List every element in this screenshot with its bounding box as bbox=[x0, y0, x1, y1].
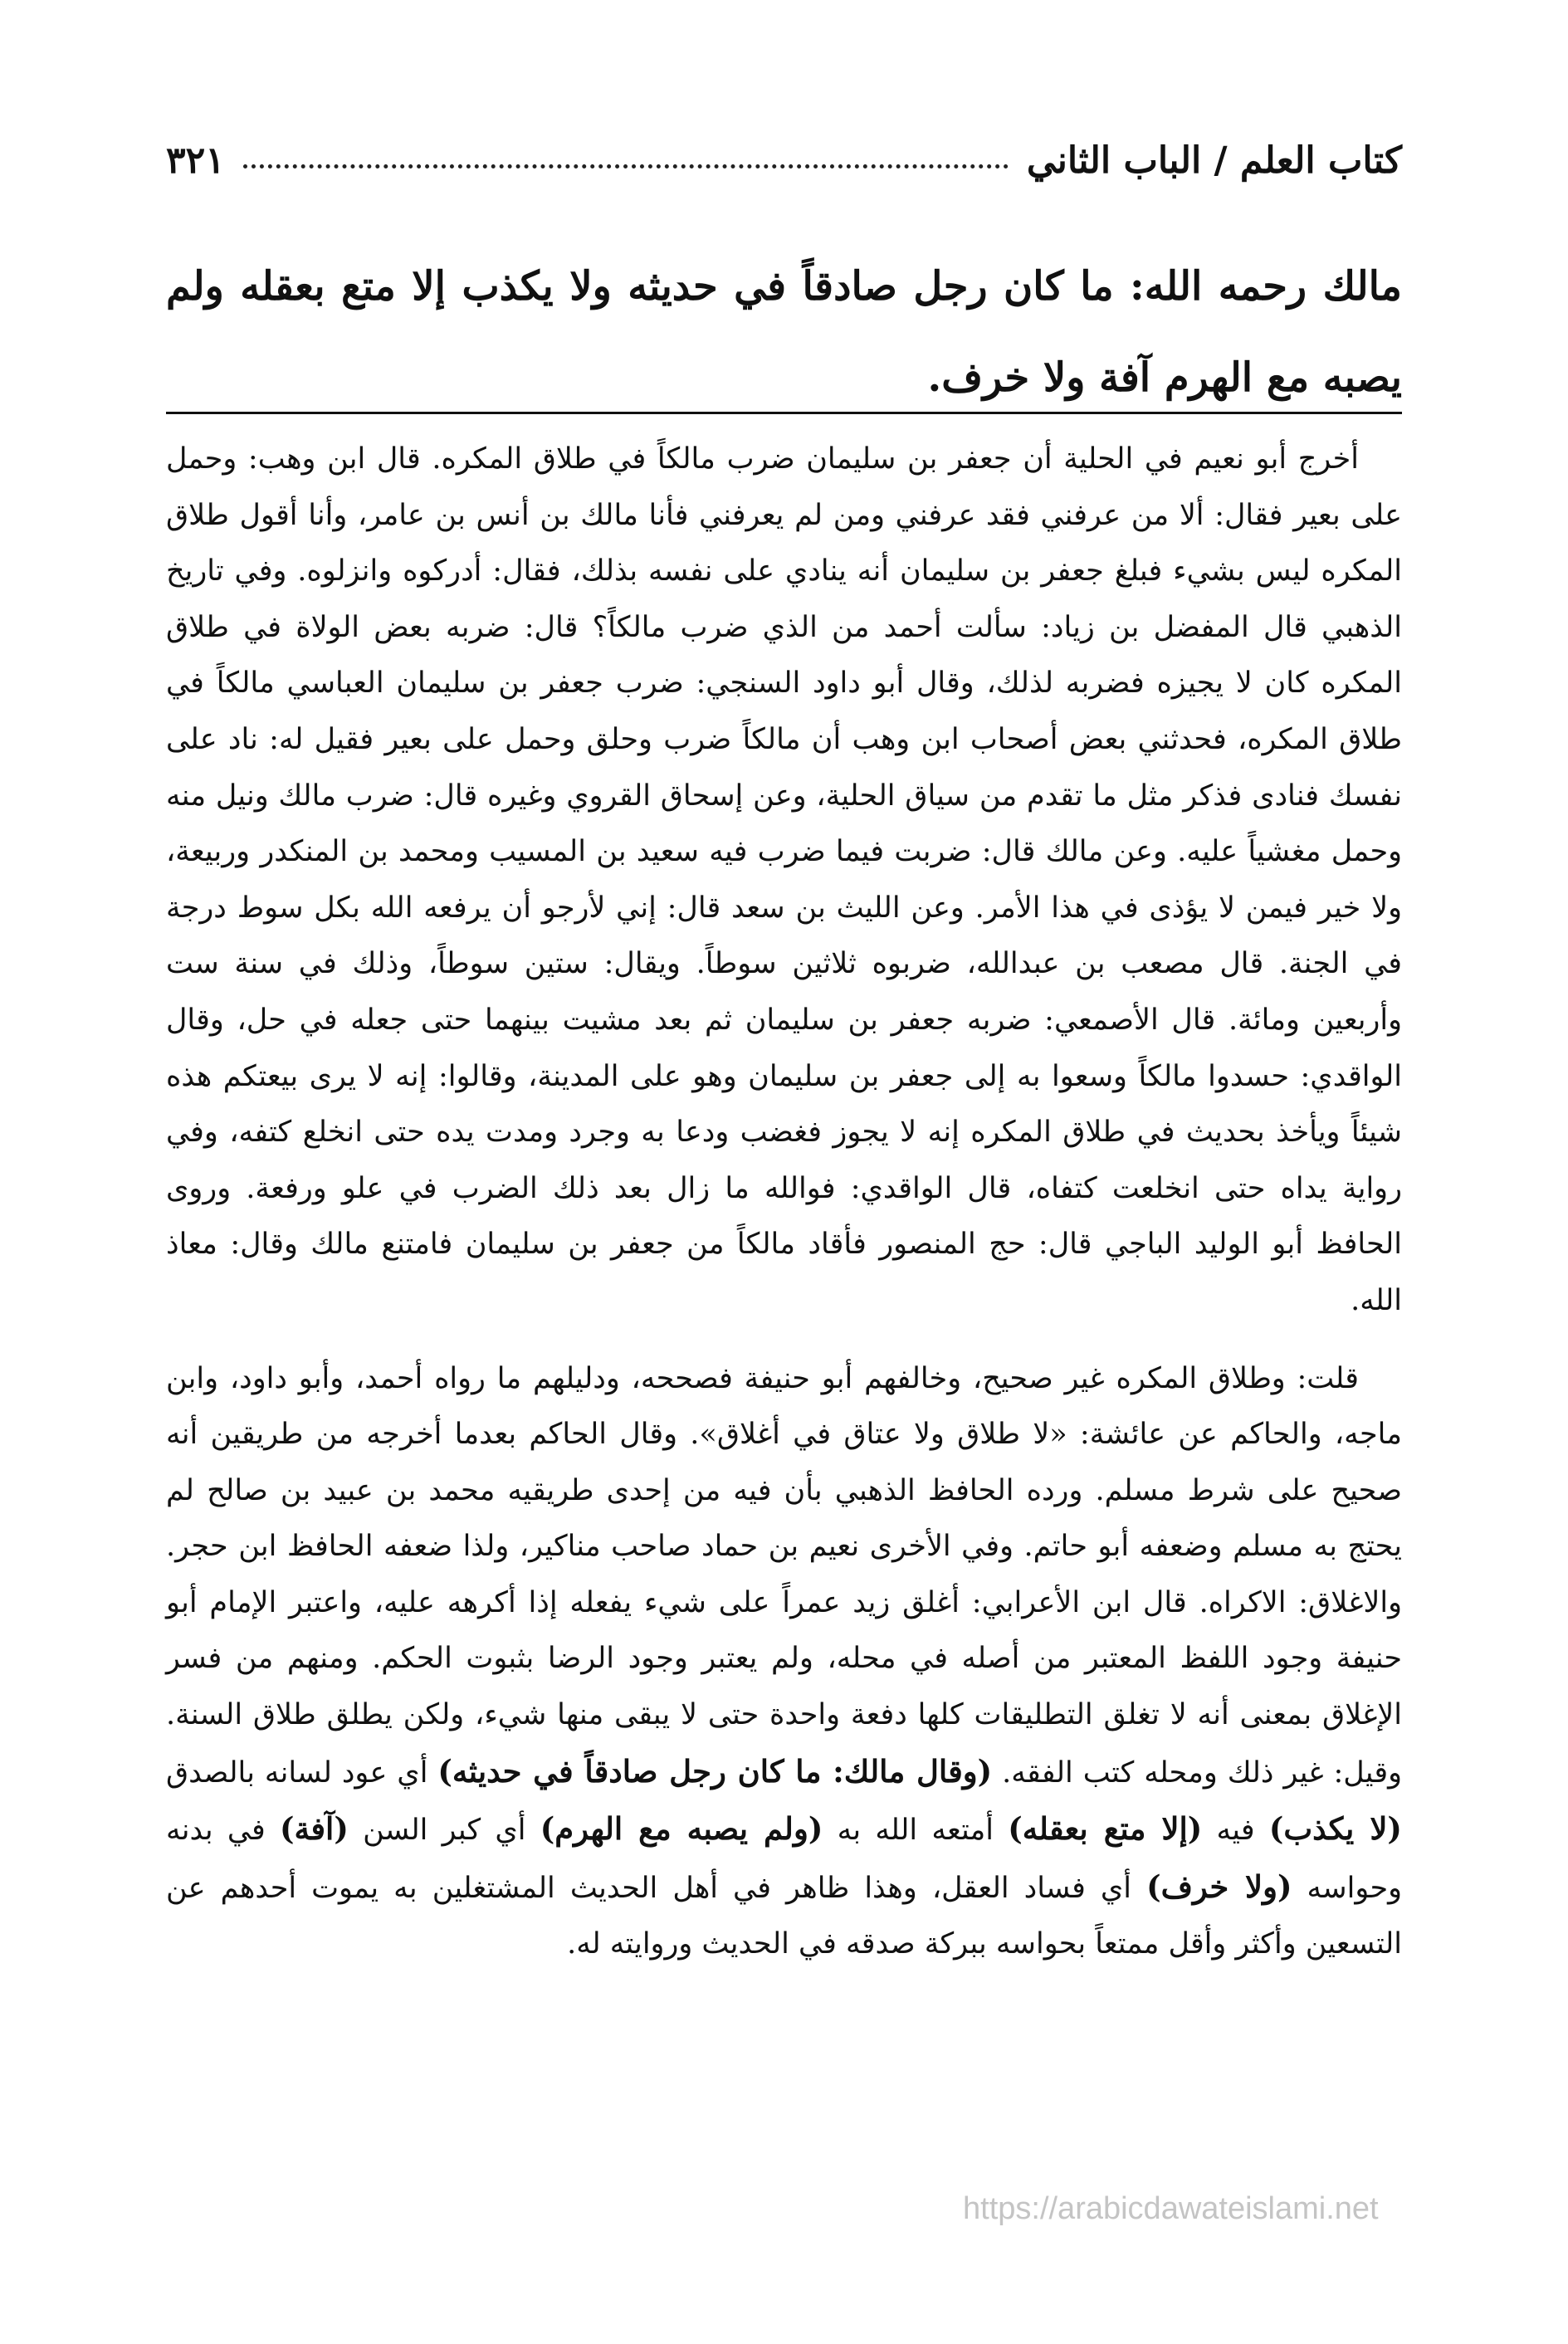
page-header bbox=[166, 131, 1402, 189]
running-title: كتاب العلم / الباب الثاني bbox=[1026, 139, 1402, 182]
commentary-text: أي عود لسانه بالصدق bbox=[166, 1756, 428, 1790]
commentary-text: قلت: وطلاق المكره غير صحيح، وخالفهم أبو حنيفة فصححه، ودليلهم ما رواه أحمد، وأبو داود، وابن ماجه، والحاكم عن عائشة: «لا طلاق ولا عتاق في أغلاق». وقال الحاكم بعدما أخرجه من طريقين أنه صحيح على شرط مسلم. ورده الحافظ الذهبي بأن فيه من إحدى طريقيه محمد بن عبيد بن صالح لم يحتج به مسلم وضعفه أبو حاتم. وفي الأخرى نعيم بن حماد صاحب مناكير، ولذا ضعفه الحافظ ابن حجر. والاغلاق: الاكراه. قال ابن الأعرابي: أغلق زيد عمراً على شيء يفعله إذا أكرهه عليه، واعتبر الإمام أبو حنيفة وجود اللفظ المعتبر من أصله في محله، ولم يعتبر وجود الرضا بثبوت الحكم. ومنهم من فسر الإغلاق بمعنى أنه لا تغلق التطليقات كلها دفعة واحدة حتى لا يبقى منها شيء، ولكن يطلق طلاق السنة. وقيل: غير ذلك ومحله كتب الفقه. bbox=[166, 1361, 1403, 1790]
quoted-text: (وقال مالك: ما كان رجل صادقاً في حديثه) bbox=[437, 1752, 993, 1790]
commentary-text: أي كبر السن bbox=[363, 1814, 526, 1848]
commentary-text: أمتعه الله به bbox=[837, 1814, 994, 1848]
separator-rule bbox=[166, 412, 1402, 414]
commentary-text: فيه bbox=[1216, 1814, 1255, 1848]
commentary-text: في بدنه وحواسه bbox=[166, 1814, 1402, 1905]
quoted-text: (آفة) bbox=[280, 1810, 349, 1848]
commentary bbox=[166, 432, 1402, 1973]
commentary-paragraph: أخرج أبو نعيم في الحلية أن جعفر بن سليمان ضرب مالكاً في طلاق المكره. قال ابن وهب: وحمل على بعير فقال: ألا من عرفني فقد عرفني ومن لم يعرفني فأنا مالك بن أنس بن عامر، وأنا أقول طلاق المكره ليس بشيء فبلغ جعفر بن سليمان أنه ينادي على نفسه بذلك، فقال: أدركوه وانزلوه. وفي تاريخ الذهبي قال المفضل بن زياد: سألت أحمد من الذي ضرب مالكاً؟ قال: ضربه بعض الولاة في طلاق المكره كان لا يجيزه فضربه لذلك، وقال أبو داود السنجي: ضرب جعفر بن سليمان العباسي مالكاً في طلاق المكره، فحدثني بعض أصحاب ابن وهب أن مالكاً ضرب وحلق وحمل على بعير فقيل له: ناد على نفسك فنادى فذكر مثل ما تقدم من سياق الحلية، وعن إسحاق القروي وغيره قال: ضرب مالك ونيل منه وحمل مغشياً عليه. وعن مالك قال: ضربت فيما ضرب فيه سعيد بن المسيب ومحمد بن المنكدر وربيعة، ولا خير فيمن لا يؤذى في هذا الأمر. وعن الليث بن سعد قال: إني لأرجو أن يرفعه الله بكل سوط درجة في الجنة. قال مصعب بن عبدالله، ضربوه ثلاثين سوطاً. ويقال: ستين سوطاً، وذلك في سنة ست وأربعين ومائة. قال الأصمعي: ضربه جعفر بن سليمان ثم بعد مشيت بينهما حتى جعله في حل، وقال الواقدي: حسدوا مالكاً وسعوا به إلى جعفر بن سليمان وهو على المدينة، وقالوا: إنه لا يرى بيعتكم هذه شيئاً ويأخذ بحديث في طلاق المكره إنه لا يجوز فغضب ودعا به وجرد ومدت يده حتى انخلع كتفه، وفي رواية يداه حتى انخلعت كتفاه، قال الواقدي: فوالله ما زال بعد ذلك الضرب في علو ورفعة. وروى الحافظ أبو الوليد الباجي قال: حج المنصور فأقاد مالكاً من جعفر بن سليمان فامتنع مالك وقال: معاذ الله. bbox=[166, 442, 1403, 1317]
watermark-url: https://arabicdawateislami.net bbox=[963, 2191, 1379, 2226]
main-text: مالك رحمه الله: ما كان رجل صادقاً في حديثه ولا يكذب إلا متع بعقله ولم يصبه مع الهرم آفة ولا خرف. bbox=[166, 263, 1402, 401]
leader-dots bbox=[243, 164, 1009, 168]
quoted-text: (ولم يصبه مع الهرم) bbox=[540, 1810, 823, 1848]
quoted-text: (ولا خرف) bbox=[1146, 1868, 1292, 1905]
page-number: ٣٢١ bbox=[166, 139, 225, 182]
commentary-paragraph bbox=[166, 1351, 1402, 1974]
commentary-text: أي فساد العقل، وهذا ظاهر في أهل الحديث المشتغلين به يموت أحدهم عن التسعين وأكثر وأقل ممتعاً بحواسه ببركة صدقه في الحديث وروايته له. bbox=[166, 1871, 1402, 1961]
quoted-text: (لا يكذب) bbox=[1268, 1810, 1402, 1848]
quoted-text: (إلا متع بعقله) bbox=[1008, 1810, 1203, 1848]
